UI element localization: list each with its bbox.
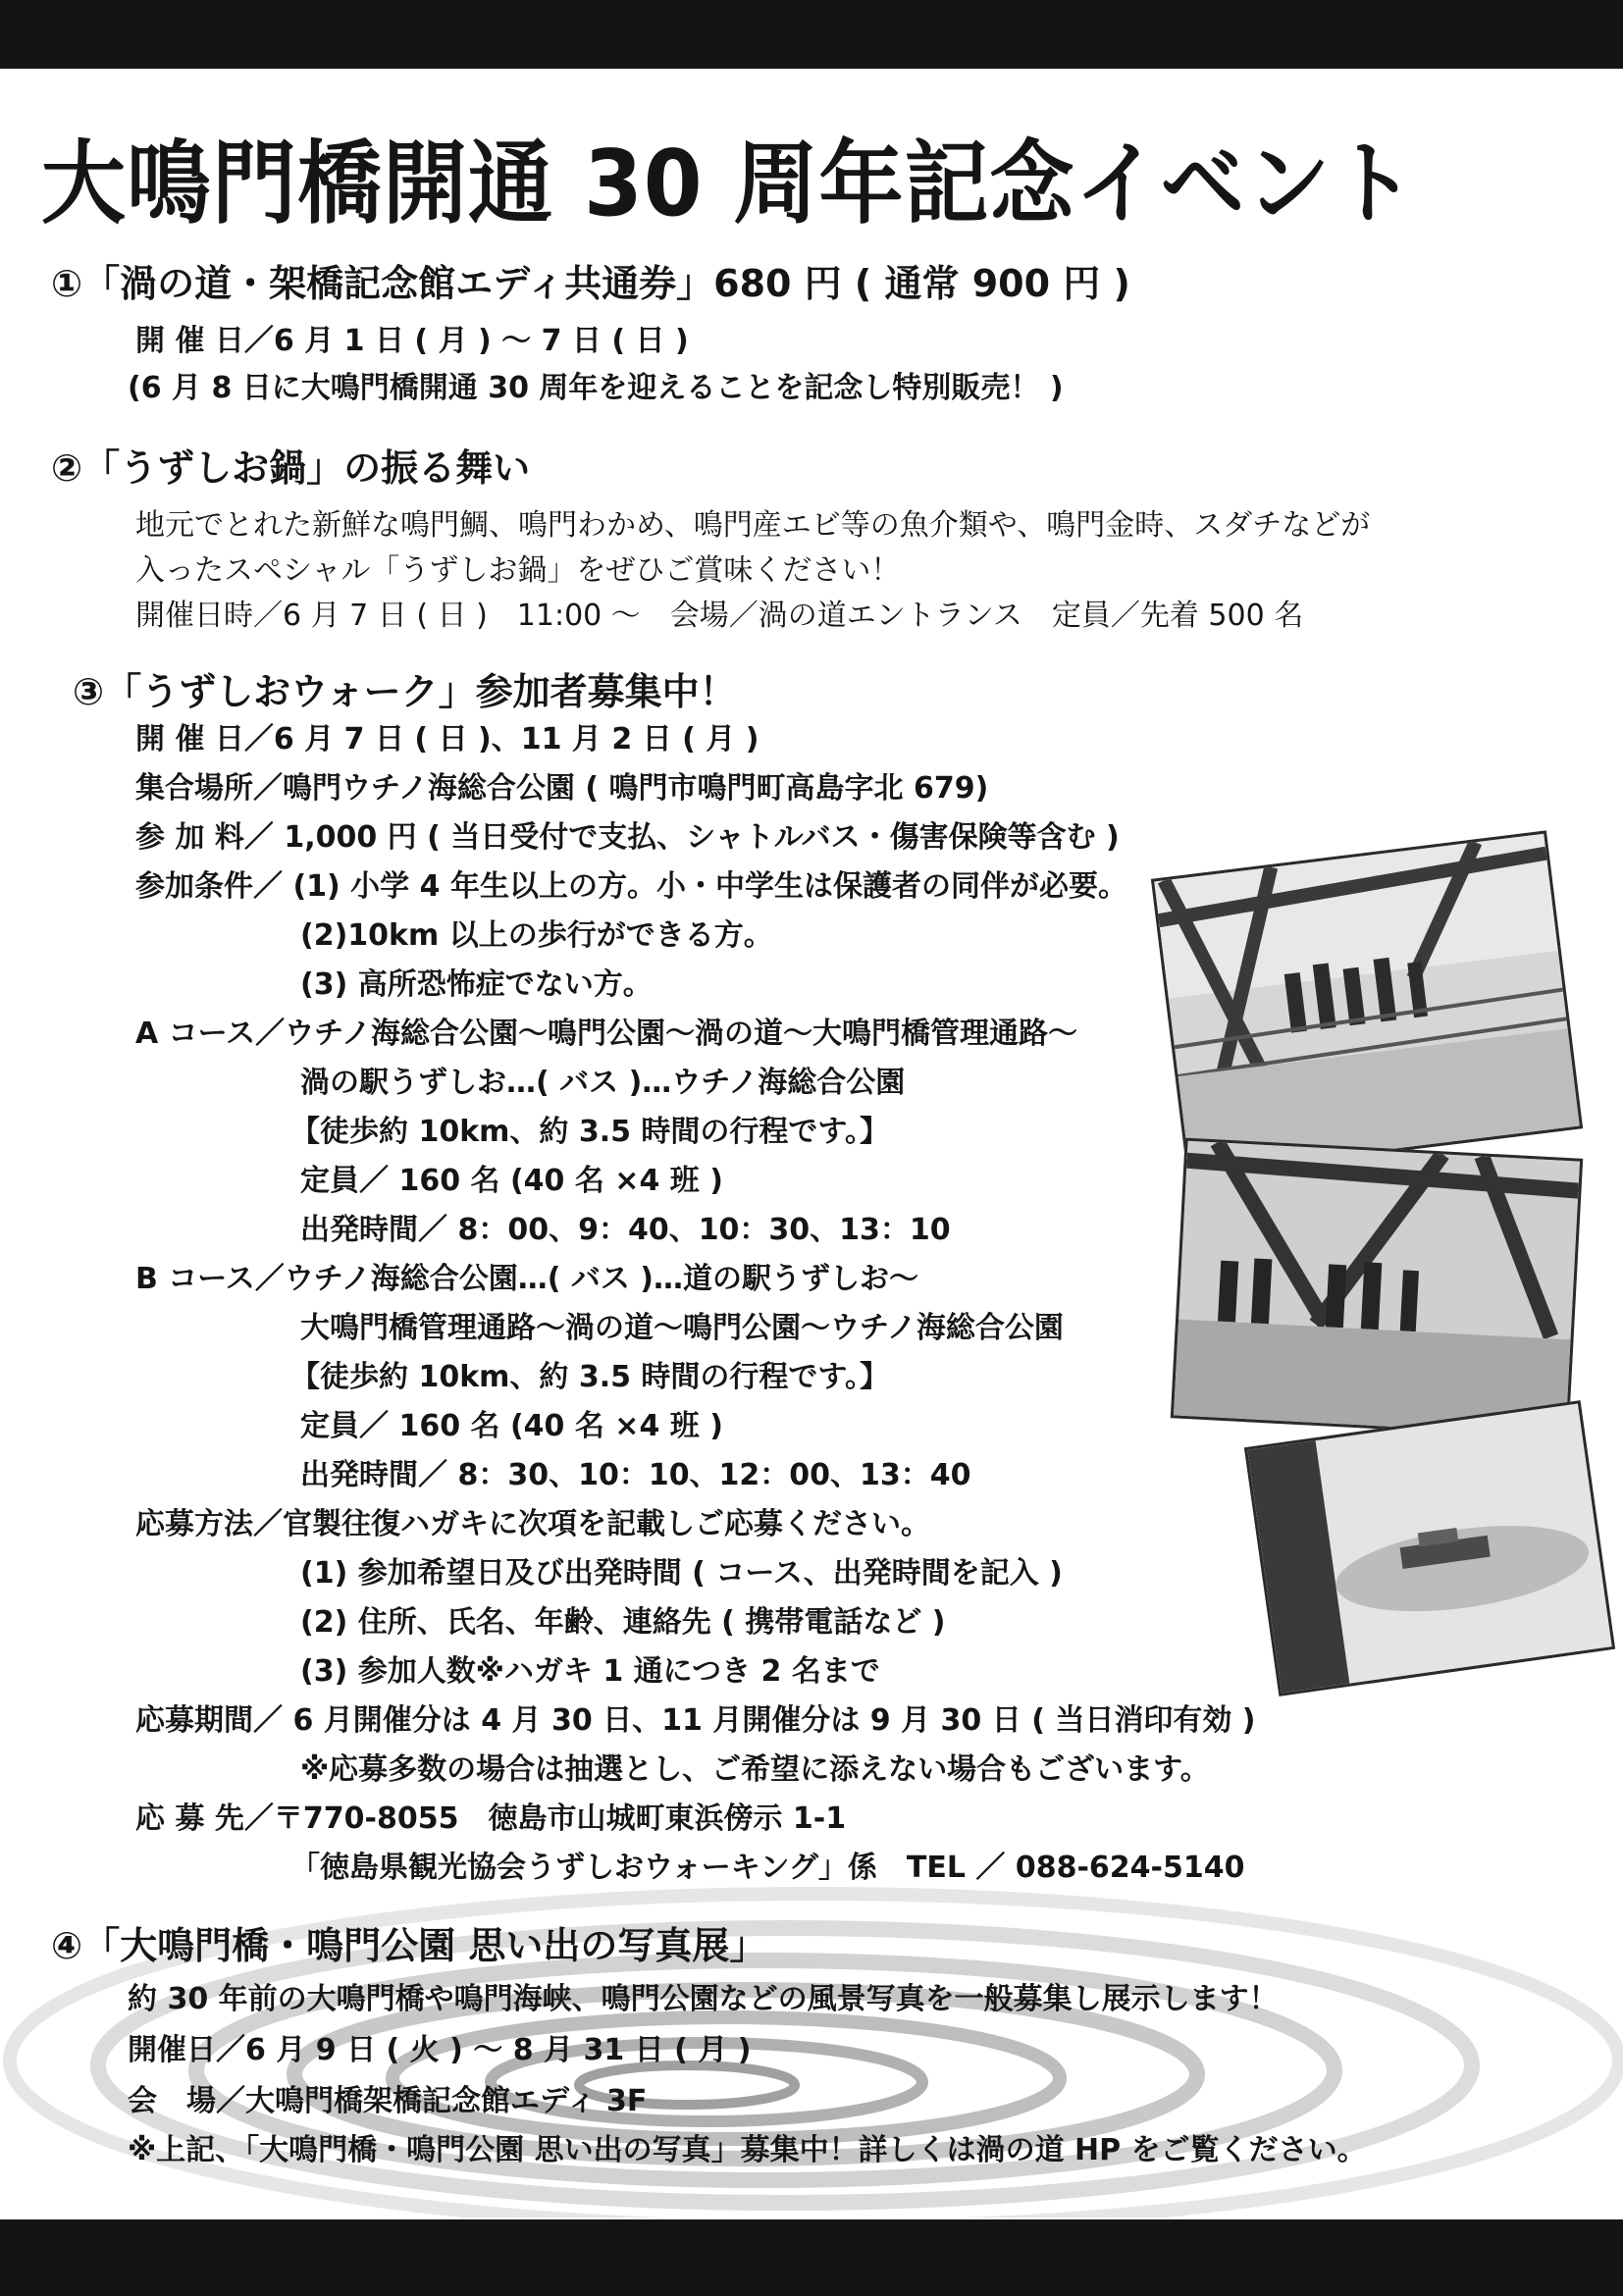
- top-border-bar: [0, 0, 1623, 69]
- section-3-heading: ③「うずしおウォーク」参加者募集中！: [73, 670, 737, 713]
- bottom-border-bar: [0, 2219, 1623, 2296]
- section-3-line: (3) 参加人数※ハガキ 1 通につき 2 名まで: [300, 1654, 880, 1689]
- section-4-line: 開催日／6 月 9 日 ( 火 ) ～ 8 月 31 日 ( 月 ): [128, 2033, 752, 2067]
- section-1-line: (6 月 8 日に大鳴門橋開通 30 周年を迎えることを記念し特別販売！ ): [128, 371, 1064, 405]
- bridge-walk-photo-3: [1244, 1400, 1615, 1696]
- section-3-line: 出発時間／ 8：00、9：40、10：30、13：10: [300, 1213, 951, 1247]
- section-4-heading: ④「大鳴門橋・鳴門公園 思い出の写真展」: [51, 1924, 767, 1967]
- section-3-line: 応募期間／ 6 月開催分は 4 月 30 日、11 月開催分は 9 月 30 日 ( 当日消印有効 ): [135, 1703, 1256, 1738]
- page-title: 大鳴門橋開通 30 周年記念イベント: [41, 130, 1417, 237]
- section-3-line: 参加条件／ (1) 小学 4 年生以上の方。小・中学生は保護者の同伴が必要。: [135, 869, 1127, 904]
- section-3-line: ※応募多数の場合は抽選とし、ご希望に添えない場合もございます。: [300, 1752, 1210, 1787]
- section-3-line: 「徳島県観光協会うずしおウォーキング」係 TEL ／ 088-624-5140: [290, 1851, 1245, 1885]
- section-3-line: 大鳴門橋管理通路～渦の道～鳴門公園～ウチノ海総合公園: [300, 1311, 1064, 1345]
- section-4-line: ※上記、「大鳴門橋・鳴門公園 思い出の写真」募集中！詳しくは渦の道 HP をご覧ください。: [128, 2133, 1367, 2167]
- bridge-walk-photo-2: [1171, 1138, 1583, 1439]
- section-3-line: 渦の駅うずしお…( バス )…ウチノ海総合公園: [300, 1066, 906, 1100]
- section-2-line: 入ったスペシャル「うずしお鍋」をぜひご賞味ください！: [135, 553, 901, 588]
- section-3-line: 定員／ 160 名 (40 名 ×4 班 ): [300, 1164, 723, 1198]
- section-3-line: (1) 参加希望日及び出発時間 ( コース、出発時間を記入 ): [300, 1556, 1063, 1591]
- section-3-line: 開 催 日／6 月 7 日 ( 日 )、11 月 2 日 ( 月 ): [135, 722, 759, 757]
- section-3-line: (3) 高所恐怖症でない方。: [300, 967, 653, 1002]
- section-3-line: 応 募 先／〒770-8055 徳島市山城町東浜傍示 1-1: [135, 1801, 847, 1836]
- section-1-heading: ①「渦の道・架橋記念館エディ共通券」680 円 ( 通常 900 円 ): [51, 262, 1130, 305]
- section-3-line: 定員／ 160 名 (40 名 ×4 班 ): [300, 1409, 723, 1443]
- section-3-line: (2)10km 以上の歩行ができる方。: [300, 918, 773, 953]
- section-2-line: 開催日時／6 月 7 日 ( 日 ) 11:00 ～ 会場／渦の道エントランス 定員／先着 500 名: [135, 599, 1304, 633]
- section-1-line: 開 催 日／6 月 1 日 ( 月 ) ～ 7 日 ( 日 ): [135, 324, 689, 358]
- section-3-line: 集合場所／鳴門ウチノ海総合公園 ( 鳴門市鳴門町高島字北 679): [135, 771, 989, 806]
- bridge-walk-photo-1: [1151, 830, 1583, 1176]
- section-2-heading: ②「うずしお鍋」の振る舞い: [51, 446, 531, 490]
- section-2-line: 地元でとれた新鮮な鳴門鯛、鳴門わかめ、鳴門産エビ等の魚介類や、鳴門金時、スダチなどが: [135, 508, 1371, 543]
- section-4-line: 約 30 年前の大鳴門橋や鳴門海峡、鳴門公園などの風景写真を一般募集し展示します！: [128, 1982, 1279, 2016]
- section-4-line: 会 場／大鳴門橋架橋記念館エディ 3F: [128, 2084, 648, 2118]
- section-3-line: 参 加 料／ 1,000 円 ( 当日受付で支払、シャトルバス・傷害保険等含む ): [135, 820, 1120, 855]
- section-3-line: B コース／ウチノ海総合公園…( バス )…道の駅うずしお～: [135, 1262, 919, 1296]
- section-3-line: 応募方法／官製往復ハガキに次項を記載しご応募ください。: [135, 1507, 930, 1541]
- section-3-line: (2) 住所、氏名、年齢、連絡先 ( 携帯電話など ): [300, 1605, 946, 1640]
- section-3-line: 出発時間／ 8：30、10：10、12：00、13：40: [300, 1458, 971, 1492]
- section-3-line: 【徒歩約 10km、約 3.5 時間の行程です。】: [290, 1115, 890, 1149]
- section-3-line: A コース／ウチノ海総合公園～鳴門公園～渦の道～大鳴門橋管理通路～: [135, 1017, 1078, 1051]
- section-3-line: 【徒歩約 10km、約 3.5 時間の行程です。】: [290, 1360, 890, 1394]
